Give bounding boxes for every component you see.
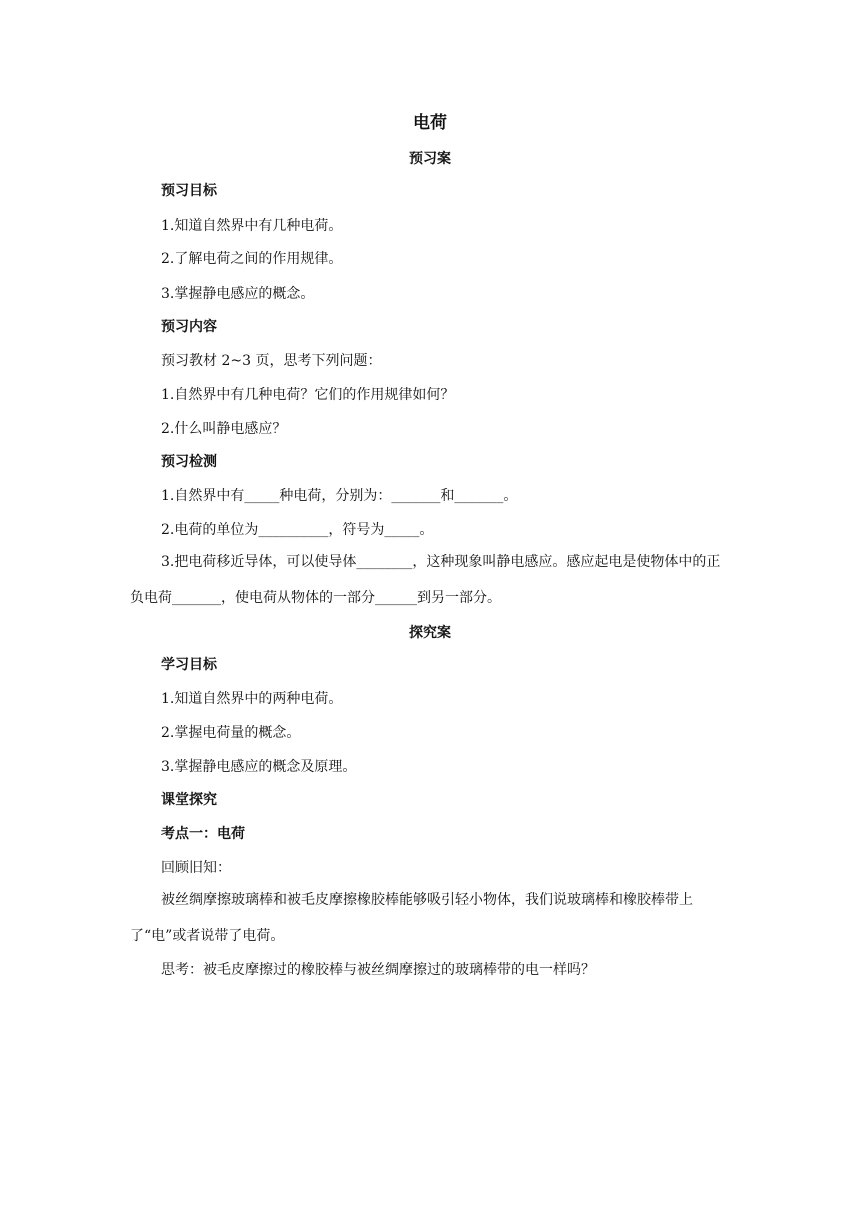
section-heading-explore: 探究案 xyxy=(409,625,451,641)
preview-content-intro: 预习教材 2~3 页，思考下列问题： xyxy=(161,353,382,369)
document-title: 电荷 xyxy=(413,113,447,133)
preview-content-item: 1.自然界中有几种电荷？它们的作用规律如何？ xyxy=(161,387,455,403)
review-label: 回顾旧知： xyxy=(161,860,231,876)
preview-goal-item: 1.知道自然界中有几种电荷。 xyxy=(161,218,343,234)
think-question: 思考：被毛皮摩擦过的橡胶棒与被丝绸摩擦过的玻璃棒带的电一样吗？ xyxy=(161,962,595,978)
study-goals-label: 学习目标 xyxy=(161,657,217,673)
preview-test-item: 3.把电荷移近导体，可以使导体________，这种现象叫静电感应。感应起电是使物体中的正负电荷_______，使电荷从物体的一部分______到另一部分。 xyxy=(130,554,721,606)
preview-goal-item: 2.了解电荷之间的作用规律。 xyxy=(161,251,343,267)
classroom-label: 课堂探究 xyxy=(161,792,217,808)
preview-content-label: 预习内容 xyxy=(161,319,217,335)
preview-goal-item: 3.掌握静电感应的概念。 xyxy=(161,286,315,302)
point-one-label: 考点一：电荷 xyxy=(161,826,245,842)
preview-content-item: 2.什么叫静电感应？ xyxy=(161,421,287,437)
study-goal-item: 2.掌握电荷量的概念。 xyxy=(161,725,301,741)
section-heading-preview: 预习案 xyxy=(409,151,451,167)
preview-test-item: 1.自然界中有_____种电荷，分别为：_______和_______。 xyxy=(161,488,518,504)
study-goal-item: 3.掌握静电感应的概念及原理。 xyxy=(161,759,357,775)
preview-test-label: 预习检测 xyxy=(161,454,217,470)
study-goal-item: 1.知道自然界中的两种电荷。 xyxy=(161,691,343,707)
preview-test-item: 2.电荷的单位为__________，符号为_____。 xyxy=(161,522,434,538)
preview-goals-label: 预习目标 xyxy=(161,183,217,199)
review-paragraph: 被丝绸摩擦玻璃棒和被毛皮摩擦橡胶棒能够吸引轻小物体，我们说玻璃棒和橡胶棒带上了“电”或者说带了电荷。 xyxy=(130,892,693,944)
